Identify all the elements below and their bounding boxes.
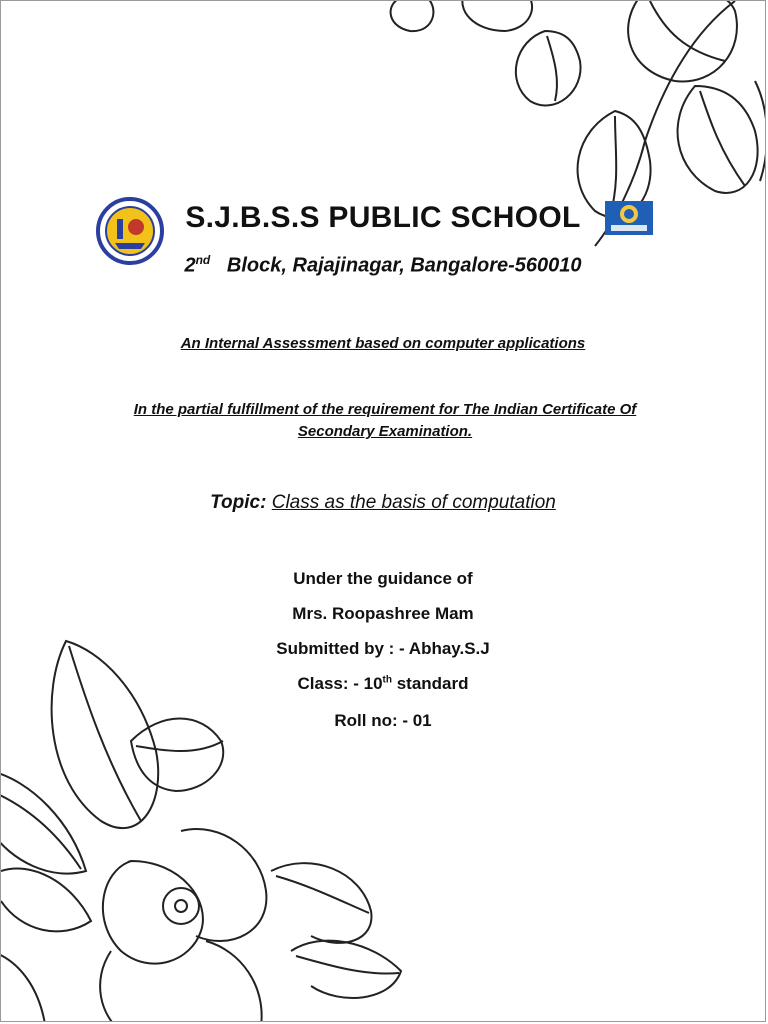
guidance-label: Under the guidance of — [293, 569, 473, 588]
assessment-description: An Internal Assessment based on computer applications — [180, 335, 586, 352]
address-block-number: 2 — [184, 254, 196, 277]
class-info — [1, 674, 765, 694]
topic-label: Topic: — [210, 492, 267, 513]
fulfillment-statement: In the partial fulfillment of the requirement for The Indian Certificate Of Secondary Examination. — [133, 401, 637, 440]
topic-line — [1, 492, 765, 514]
topic-value: Class as the basis of computation — [271, 492, 556, 513]
submitted-by: Submitted by : - Abhay.S.J — [276, 639, 490, 658]
address-text: Block, Rajajinagar, Bangalore-560010 — [226, 254, 582, 277]
class-prefix: Class: - 10 — [297, 674, 383, 693]
address-block-suffix: nd — [195, 253, 211, 267]
school-address — [1, 253, 765, 278]
school-name-heading: S.J.B.S.S PUBLIC SCHOOL — [185, 201, 581, 234]
guide-name: Mrs. Roopashree Mam — [292, 604, 474, 623]
roll-number: Roll no: - 01 — [334, 711, 432, 730]
class-suffix: standard — [396, 674, 469, 693]
class-ordinal-suffix: th — [382, 674, 392, 686]
